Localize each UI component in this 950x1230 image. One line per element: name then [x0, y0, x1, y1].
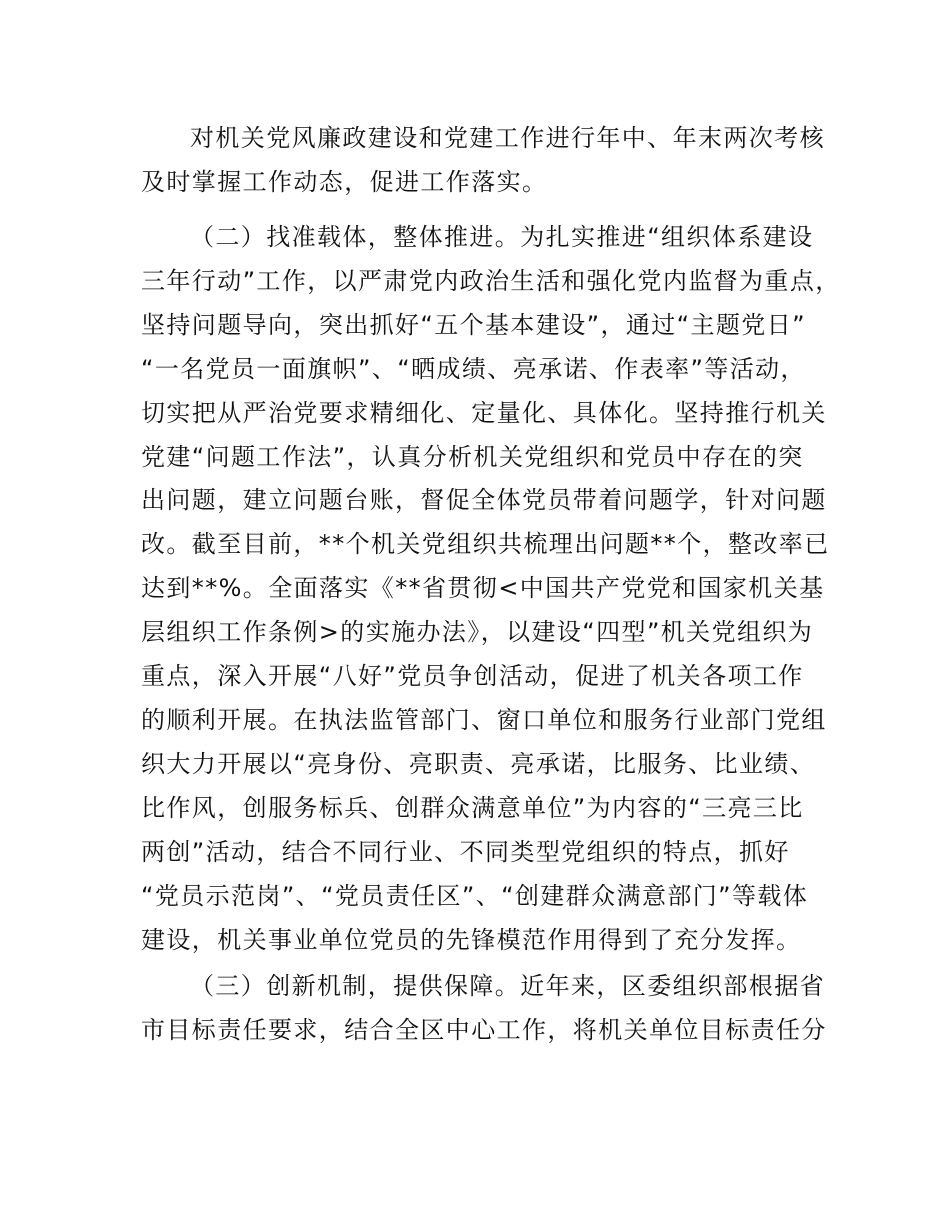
text-line: 达到**%。全面落实《**省贯彻<中国共产党党和国家机关基 [141, 574, 825, 602]
text-line: 切实把从严治党要求精细化、定量化、具体化。坚持推行机关 [141, 399, 827, 427]
text-line: 重点，深入开展“八好”党员争创活动，促进了机关各项工作 [141, 662, 804, 690]
text-line: 织大力开展以“亮身份、亮职责、亮承诺，比服务、比业绩、 [141, 750, 816, 778]
text-line: 出问题，建立问题台账，督促全体党员带着问题学，针对问题 [141, 486, 827, 514]
text-line: 坚持问题导向，突出抓好“五个基本建设”，通过“主题党日” [141, 311, 806, 339]
text-line: 比作风，创服务标兵、创群众满意单位”为内容的“三亮三比 [141, 794, 804, 822]
text-line: 及时掌握工作动态，促进工作落实。 [141, 168, 548, 196]
text-line: 市目标责任要求，结合全区中心工作，将机关单位目标责任分 [141, 1016, 827, 1044]
section-heading-line: （三）创新机制，提供保障。近年来，区委组织部根据省 [190, 972, 825, 1000]
text-line: 三年行动”工作，以严肃党内政治生活和强化党内监督为重点， [141, 267, 841, 295]
text-line: 对机关党风廉政建设和党建工作进行年中、年末两次考核 [190, 124, 825, 152]
text-line: “党员示范岗”、“党员责任区”、“创建群众满意部门”等载体 [141, 882, 809, 910]
text-line: 层组织工作条例>的实施办法》，以建设“四型”机关党组织为 [141, 618, 814, 646]
text-line: 的顺利开展。在执法监管部门、窗口单位和服务行业部门党组 [141, 706, 827, 734]
section-heading-line: （二）找准载体，整体推进。为扎实推进“组织体系建设 [190, 223, 814, 251]
text-line: 两创”活动，结合不同行业、不同类型党组织的特点，抓好 [141, 838, 790, 866]
text-line: “一名党员一面旗帜”、“晒成绩、亮承诺、作表率”等活动， [141, 355, 806, 383]
text-line: 党建“问题工作法”，认真分析机关党组织和党员中存在的突 [141, 443, 804, 471]
text-line: 建设，机关事业单位党员的先锋模范作用得到了充分发挥。 [141, 926, 802, 954]
text-line: 改。截至目前，**个机关党组织共梳理出问题**个，整改率已 [141, 530, 830, 558]
